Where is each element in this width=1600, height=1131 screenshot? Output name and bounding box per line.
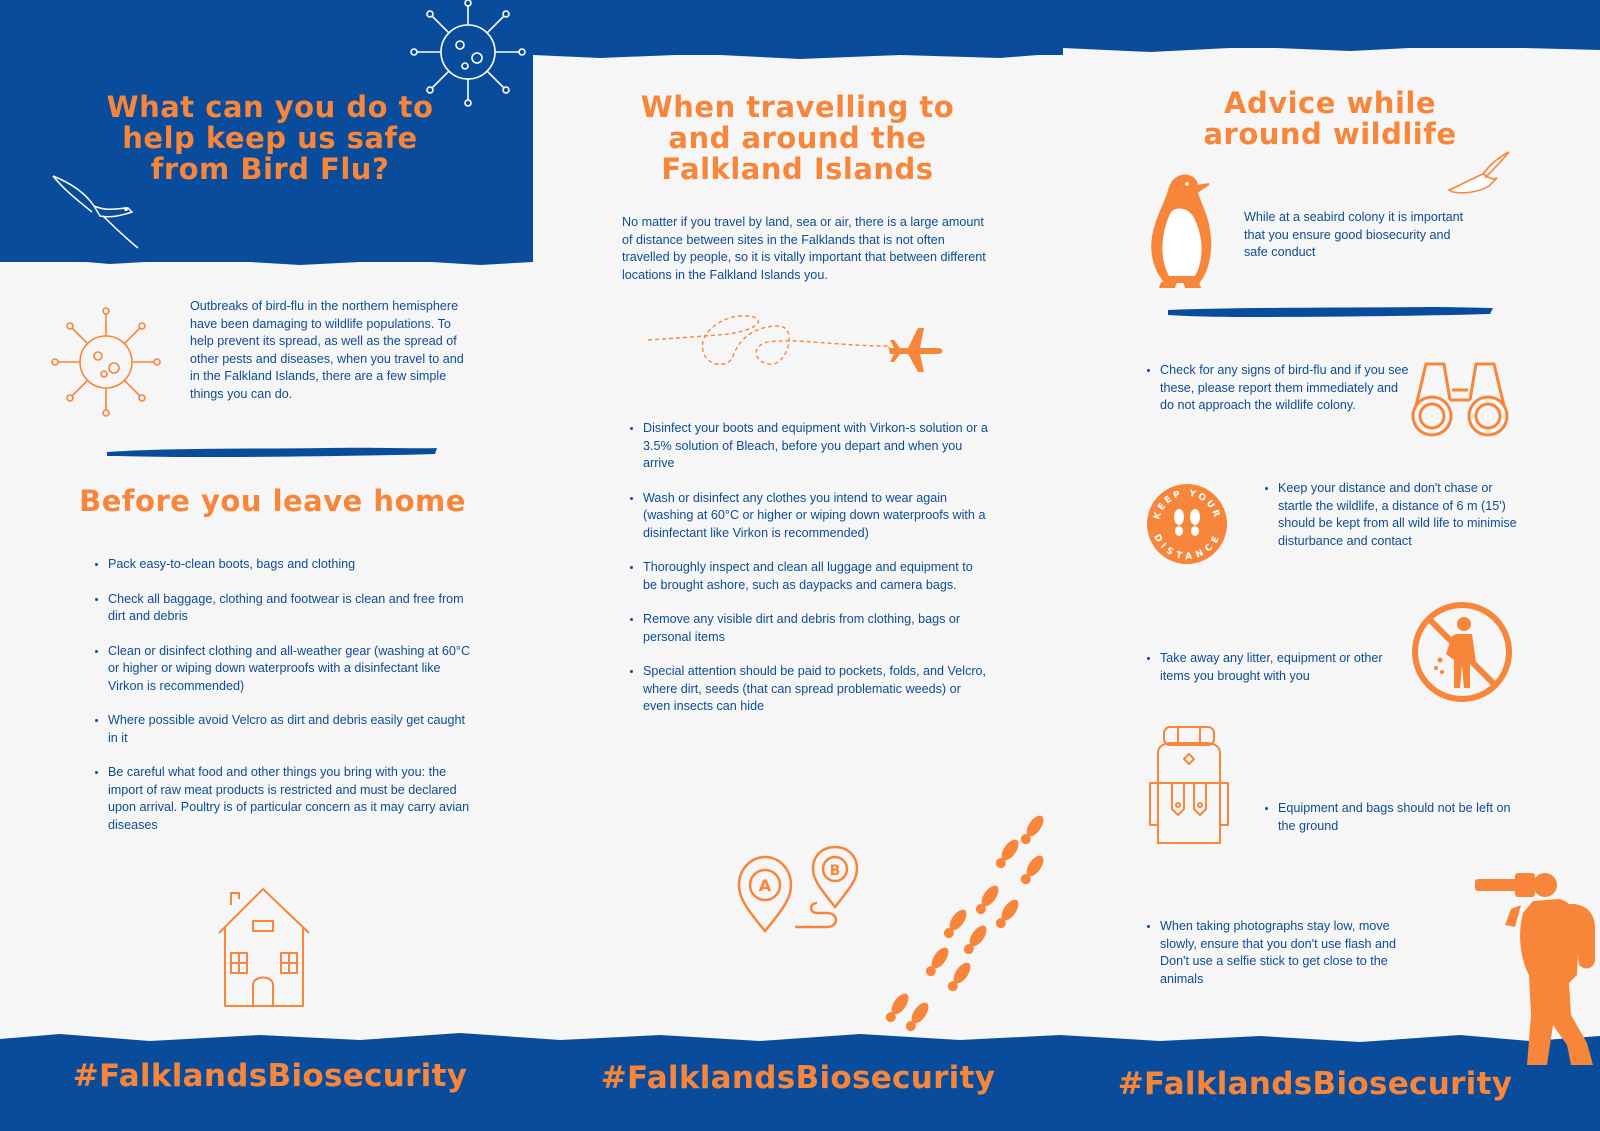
panel1-bullet-list [90,556,473,834]
route-pin-icon [735,845,875,945]
panel3-intro: While at a seabird colony it is important that you ensure good biosecurity and safe conduct [1244,210,1464,259]
list-item: • Check for any signs of bird-flu and if you see these, please report them immediately and do not approach the wildlife colony. [1160,362,1415,415]
panel3-hashtag: #FalklandsBiosecurity [1117,1066,1513,1102]
keep-distance-icon [1146,483,1228,565]
list-item: • Pack easy-to-clean boots, bags and clothing [108,556,473,574]
photographer-icon [1475,865,1600,1070]
top-brush-edge [0,0,1600,70]
list-item: • Remove any visible dirt and debris from clothing, bags or personal items [643,611,988,646]
list-item: • Keep your distance and don't chase or startle the wildlife, a distance of 6 m (15') should be kept from all wild life to minimise disturbance and contact [1278,480,1523,550]
panel3-bullet-3 [1142,650,1415,685]
list-item: • Disinfect your boots and equipment with Virkon-s solution or a 3.5% solution of Bleach, before you depart and when you arrive [643,420,988,473]
flight-path-dashed-line [648,316,898,386]
list-item: • Take away any litter, equipment or other items you brought with you [1160,650,1415,685]
panel3-bullet-5 [1142,918,1415,988]
route-label-b: B [829,863,841,879]
footprints-icon [860,808,1060,1058]
brush-divider [107,446,437,460]
house-icon [215,885,315,1010]
list-item: • When taking photographs stay low, move slowly, ensure that you don't use flash and Don't use a selfie stick to get close to the animals [1160,918,1415,988]
badge-text-top: KEEP YOUR [1152,488,1222,521]
list-item: • Wash or disinfect any clothes you intend to wear again (washing at 60°C or higher or wiping down waterproofs with a disinfectant like Virkon is recommended) [643,490,988,543]
list-item: • Equipment and bags should not be left on the ground [1278,800,1523,835]
route-label-a: A [758,876,772,895]
backpack-icon [1148,725,1238,850]
virus-icon [405,0,535,110]
binoculars-icon [1410,360,1510,440]
panel3-bullet-1 [1142,362,1415,415]
list-item: • Special attention should be paid to pockets, folds, and Velcro, where dirt, seeds (that can spread problematic weeds) or even insects can hide [643,663,988,716]
badge-text-bottom: DISTANCE [1151,532,1223,563]
list-item: • Where possible avoid Velcro as dirt and debris easily get caught in it [108,712,473,747]
panel2-bullet-list [625,420,988,716]
airplane-icon [888,326,948,376]
panel3-bullet-2 [1260,480,1523,550]
albatross-icon [48,172,148,262]
panel1-section-heading: Before you leave home [79,484,466,518]
panel1-hashtag: #FalklandsBiosecurity [72,1058,468,1094]
brush-divider [1168,306,1493,320]
no-littering-icon [1410,600,1514,704]
panel1-intro: Outbreaks of bird-flu in the northern hemisphere have been damaging to wildlife populations. To help prevent its spread, as well as the spread of other pests and diseases, when you travel to and in the Falkland Islands, there are a few simple things you can do. [190,299,464,401]
list-item: • Thoroughly inspect and clean all luggage and equipment to be brought ashore, such as daypacks and camera bags. [643,559,988,594]
panel3-title: Advice while around wildlife [1203,86,1457,151]
panel2-title: When travelling to and around the Falkland Islands [640,90,955,186]
panel2-hashtag: #FalklandsBiosecurity [600,1060,996,1096]
penguin-icon [1147,172,1227,292]
list-item: • Check all baggage, clothing and footwear is clean and free from dirt and debris [108,591,473,626]
panel1-title: What can you do to help keep us safe from Bird Flu? [106,90,434,186]
list-item: • Clean or disinfect clothing and all-weather gear (washing at 60°C or higher or wiping down waterproofs with a disinfectant like Virkon is recommended) [108,643,473,696]
panel2-intro: No matter if you travel by land, sea or air, there is a large amount of distance between sites in the Falklands that is not often travelled by people, so it is vitally important that between different locations in the Falkland Islands you. [622,215,986,282]
seagull-icon [1445,150,1515,210]
list-item: • Be careful what food and other things you bring with you: the import of raw meat products is restricted and must be declared upon arrival. Poultry is of particular concern as it may carry avian diseases [108,764,473,834]
panel3-bullet-4 [1260,800,1523,835]
virus-icon-orange [50,306,165,421]
